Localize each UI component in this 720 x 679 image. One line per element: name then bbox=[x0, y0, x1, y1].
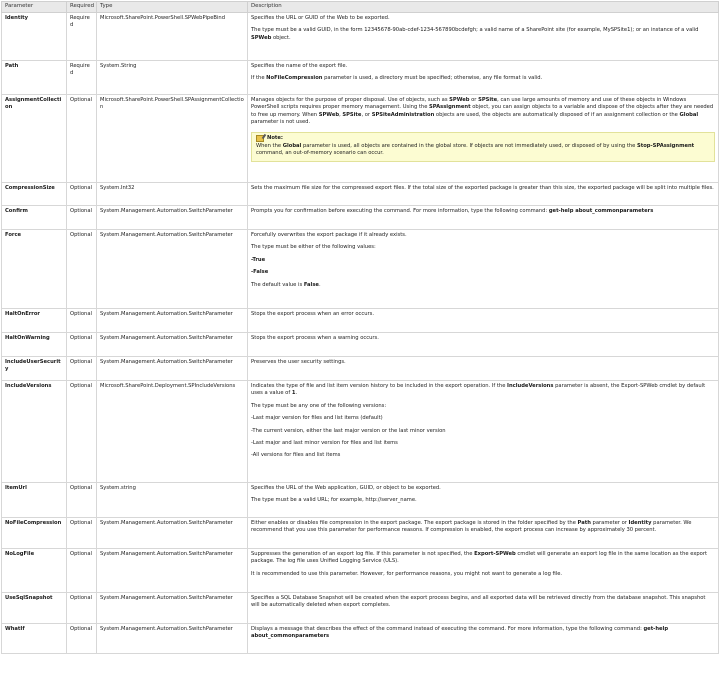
desc-bold: False bbox=[303, 281, 319, 288]
desc-text bbox=[251, 551, 715, 566]
table-row bbox=[2, 357, 719, 381]
param-name: IncludeUserSecurity bbox=[2, 357, 67, 381]
desc-span: parameter. We recommend that you use this parameter for performance reasons. If compression is enabled, the export process can increase by approximately 30 percent. bbox=[251, 520, 692, 534]
desc-span: object, you can assign objects to a variable and dispose of the objects after they are needed to free up memory. When bbox=[251, 104, 714, 118]
table-row bbox=[2, 13, 719, 61]
param-description bbox=[248, 309, 719, 333]
param-description bbox=[248, 61, 719, 95]
note-span: When the bbox=[256, 143, 283, 150]
note-box bbox=[251, 132, 715, 162]
parameter-table-container bbox=[1, 1, 718, 654]
param-description bbox=[248, 518, 719, 549]
param-name: IncludeVersions bbox=[2, 381, 67, 483]
param-description bbox=[248, 593, 719, 624]
param-description bbox=[248, 333, 719, 357]
param-type: System.Management.Automation.SwitchParameter bbox=[97, 309, 248, 333]
param-required: Optional bbox=[67, 381, 97, 483]
desc-bold: SPWeb bbox=[251, 34, 272, 41]
param-required: Optional bbox=[67, 593, 97, 624]
param-type: System.Management.Automation.SwitchParameter bbox=[97, 230, 248, 309]
param-name: ItemUrl bbox=[2, 483, 67, 518]
param-type: System.Management.Automation.SwitchParameter bbox=[97, 624, 248, 654]
desc-span: parameter is absent, the Export-SPWeb cmdlet by default uses a value of bbox=[251, 383, 706, 397]
table-header-row bbox=[2, 2, 719, 13]
param-type: Microsoft.SharePoint.PowerShell.SPWebPipeBind bbox=[97, 13, 248, 61]
param-name: Path bbox=[2, 61, 67, 95]
param-description bbox=[248, 13, 719, 61]
desc-bold: IncludeVersions bbox=[507, 383, 554, 389]
note-span: command, an out-of-memory scenario can occur. bbox=[256, 150, 384, 157]
param-type: System.Management.Automation.SwitchParameter bbox=[97, 518, 248, 549]
desc-bold: SPWeb bbox=[318, 111, 340, 118]
desc-bold: Export-SPWeb bbox=[474, 551, 516, 557]
param-required: Optional bbox=[67, 206, 97, 230]
desc-span: If the bbox=[251, 75, 267, 82]
desc-bold: get-help about_commonparameters bbox=[548, 208, 654, 214]
param-name: Force bbox=[2, 230, 67, 309]
param-name: HaltOnError bbox=[2, 309, 67, 333]
desc-text: Sets the maximum file size for the compressed export files. If the total size of the exported package is greater than this size, the exported package will be split into multiple files. bbox=[251, 185, 714, 191]
param-required: Optional bbox=[67, 309, 97, 333]
param-type: System.String bbox=[97, 61, 248, 95]
header-type: Type bbox=[97, 2, 248, 13]
desc-bold: Path bbox=[577, 520, 591, 526]
desc-span: Displays a message that describes the effect of the command instead of executing the command. For more information, type the following command: bbox=[251, 626, 644, 632]
param-type: System.Management.Automation.SwitchParameter bbox=[97, 593, 248, 624]
param-description bbox=[248, 357, 719, 381]
desc-bold: Identity bbox=[628, 520, 652, 526]
desc-bold: Global bbox=[679, 111, 699, 118]
desc-text: Stops the export process when an error occurs. bbox=[251, 311, 374, 317]
table-row bbox=[2, 593, 719, 624]
desc-bold: NoFileCompression bbox=[266, 75, 323, 82]
param-type: System.Int32 bbox=[97, 183, 248, 206]
param-name: NoLogFile bbox=[2, 549, 67, 593]
param-type: System.Management.Automation.SwitchParameter bbox=[97, 333, 248, 357]
desc-bold: get-help about_commonparameters bbox=[251, 626, 669, 640]
note-title: Note: bbox=[267, 134, 283, 141]
desc-text bbox=[251, 520, 715, 535]
param-type: System.string bbox=[97, 483, 248, 518]
param-required: Optional bbox=[67, 483, 97, 518]
param-type: System.Management.Automation.SwitchParameter bbox=[97, 357, 248, 381]
note-header bbox=[256, 135, 710, 142]
desc-value: -Last major version for files and list items (default) bbox=[251, 415, 383, 422]
desc-span: Suppresses the generation of an export log file. If this parameter is not specified, the bbox=[251, 551, 475, 557]
note-bold: Stop-SPAssignment bbox=[636, 143, 695, 150]
desc-text: Specifies the URL of the Web application, GUID, or object to be exported. bbox=[251, 485, 441, 491]
desc-text: Preserves the user security settings. bbox=[251, 359, 346, 365]
desc-span: . bbox=[295, 390, 298, 397]
param-required: Optional bbox=[67, 333, 97, 357]
table-row bbox=[2, 624, 719, 654]
desc-span: , can use large amounts of memory and use of these objects in Windows PowerShell scripts requires proper memory management. Using the bbox=[251, 97, 687, 111]
param-description bbox=[248, 95, 719, 183]
desc-bold: SPSiteAdministration bbox=[371, 111, 435, 118]
desc-text bbox=[251, 383, 715, 398]
desc-bold: SPSite bbox=[342, 111, 362, 118]
table-row bbox=[2, 230, 719, 309]
table-row bbox=[2, 183, 719, 206]
param-description bbox=[248, 183, 719, 206]
param-required: Optional bbox=[67, 230, 97, 309]
desc-span: cmdlet will generate an export log file in the same location as the export package. The log file uses Unified Logging Service (ULS). bbox=[251, 551, 708, 565]
desc-span: parameter or bbox=[590, 520, 629, 526]
table-row bbox=[2, 61, 719, 95]
desc-value bbox=[251, 257, 715, 264]
desc-text bbox=[251, 27, 715, 42]
note-span: parameter is used, all objects are contained in the global store. If objects are not immediately used, or disposed of by using the bbox=[301, 143, 637, 150]
desc-text: Specifies the name of the export file. bbox=[251, 63, 348, 69]
param-name: UseSqlSnapshot bbox=[2, 593, 67, 624]
param-description bbox=[248, 549, 719, 593]
desc-text: Specifies the URL or GUID of the Web to be exported. bbox=[251, 15, 390, 21]
desc-bold: 1 bbox=[291, 390, 296, 397]
param-name: Identity bbox=[2, 13, 67, 61]
parameter-table bbox=[1, 1, 719, 654]
table-row bbox=[2, 549, 719, 593]
table-row bbox=[2, 206, 719, 230]
table-row bbox=[2, 381, 719, 483]
desc-bold: -True bbox=[251, 256, 266, 263]
desc-span: Prompts you for confirmation before executing the command. For more information, type the following command: bbox=[251, 208, 549, 214]
param-type: System.Management.Automation.SwitchParameter bbox=[97, 549, 248, 593]
param-description bbox=[248, 381, 719, 483]
header-parameter: Parameter bbox=[2, 2, 67, 13]
desc-span: , bbox=[339, 111, 343, 118]
desc-text: Stops the export process when a warning occurs. bbox=[251, 335, 379, 341]
desc-text bbox=[251, 626, 715, 641]
table-row bbox=[2, 333, 719, 357]
desc-span: Manages objects for the purpose of proper disposal. Use of objects, such as bbox=[251, 97, 450, 103]
param-name: CompressionSize bbox=[2, 183, 67, 206]
desc-span: parameter is used, a directory must be specified; otherwise, any file format is valid. bbox=[322, 75, 543, 82]
param-type: Microsoft.SharePoint.PowerShell.SPAssignmentCollection bbox=[97, 95, 248, 183]
param-type: System.Management.Automation.SwitchParameter bbox=[97, 206, 248, 230]
param-description bbox=[248, 206, 719, 230]
desc-bold: SPSite bbox=[478, 97, 498, 103]
desc-text: Forcefully overwrites the export package if it already exists. bbox=[251, 232, 407, 238]
desc-text bbox=[251, 75, 715, 82]
param-name: AssignmentCollection bbox=[2, 95, 67, 183]
table-row bbox=[2, 518, 719, 549]
desc-value: -All versions for files and list items bbox=[251, 452, 341, 459]
param-description bbox=[248, 624, 719, 654]
param-required: Optional bbox=[67, 518, 97, 549]
desc-span: or bbox=[469, 97, 479, 103]
desc-span: objects are used, the objects are automatically disposed of if an assignment collection or the bbox=[434, 111, 680, 118]
desc-value bbox=[251, 269, 715, 276]
desc-span: Either enables or disables file compression in the export package. The export package is stored in the folder specified by the bbox=[251, 520, 578, 526]
desc-text bbox=[251, 97, 715, 127]
desc-value: -Last major and last minor version for files and list items bbox=[251, 440, 398, 447]
header-required: Required bbox=[67, 2, 97, 13]
param-required: Optional bbox=[67, 357, 97, 381]
param-description bbox=[248, 483, 719, 518]
param-name: NoFileCompression bbox=[2, 518, 67, 549]
table-row bbox=[2, 95, 719, 183]
param-name: WhatIf bbox=[2, 624, 67, 654]
param-required: Optional bbox=[67, 624, 97, 654]
desc-value: -The current version, either the last major version or the last minor version bbox=[251, 427, 446, 434]
desc-span: , or bbox=[361, 111, 372, 118]
desc-span: object. bbox=[271, 34, 291, 41]
param-required: Optional bbox=[67, 549, 97, 593]
header-description: Description bbox=[248, 2, 719, 13]
desc-text bbox=[251, 208, 715, 215]
note-bold: Global bbox=[282, 143, 302, 150]
param-name: HaltOnWarning bbox=[2, 333, 67, 357]
param-required: Required bbox=[67, 61, 97, 95]
param-required: Optional bbox=[67, 95, 97, 183]
desc-span: . bbox=[318, 281, 321, 288]
param-type: Microsoft.SharePoint.Deployment.SPIncludeVersions bbox=[97, 381, 248, 483]
desc-text: It is recommended to use this parameter. However, for performance reasons, you might not want to generate a log file. bbox=[251, 570, 563, 577]
param-required: Required bbox=[67, 13, 97, 61]
desc-span: The type must be a valid GUID, in the form 12345678-90ab-cdef-1234-567890bcdefgh; a valid name of a SharePoint site (for example, MySPSite1); or an instance of a valid bbox=[251, 27, 699, 34]
desc-bold: SPAssignment bbox=[429, 104, 471, 111]
param-required: Optional bbox=[67, 183, 97, 206]
desc-span: The default value is bbox=[251, 281, 304, 288]
table-row bbox=[2, 309, 719, 333]
desc-span: parameter is not used. bbox=[251, 119, 311, 126]
desc-text: The type must be a valid URL; for example, http://server_name. bbox=[251, 497, 417, 504]
note-icon bbox=[256, 135, 264, 142]
desc-bold: SPWeb bbox=[449, 97, 470, 103]
desc-span: Indicates the type of file and list item version history to be included in the export operation. If the bbox=[251, 383, 508, 389]
desc-text: Specifies a SQL Database Snapshot will be created when the export process begins, and all exported data will be retrieved directly from the database snapshot. This snapshot will be automatically deleted when export completes. bbox=[251, 595, 706, 609]
desc-text: The type must be either of the following values: bbox=[251, 244, 376, 251]
desc-bold: -False bbox=[251, 269, 269, 276]
param-name: Confirm bbox=[2, 206, 67, 230]
param-description bbox=[248, 230, 719, 309]
note-text bbox=[256, 143, 710, 158]
table-row bbox=[2, 483, 719, 518]
desc-text bbox=[251, 282, 715, 289]
desc-text: The type must be any one of the following versions: bbox=[251, 402, 387, 409]
